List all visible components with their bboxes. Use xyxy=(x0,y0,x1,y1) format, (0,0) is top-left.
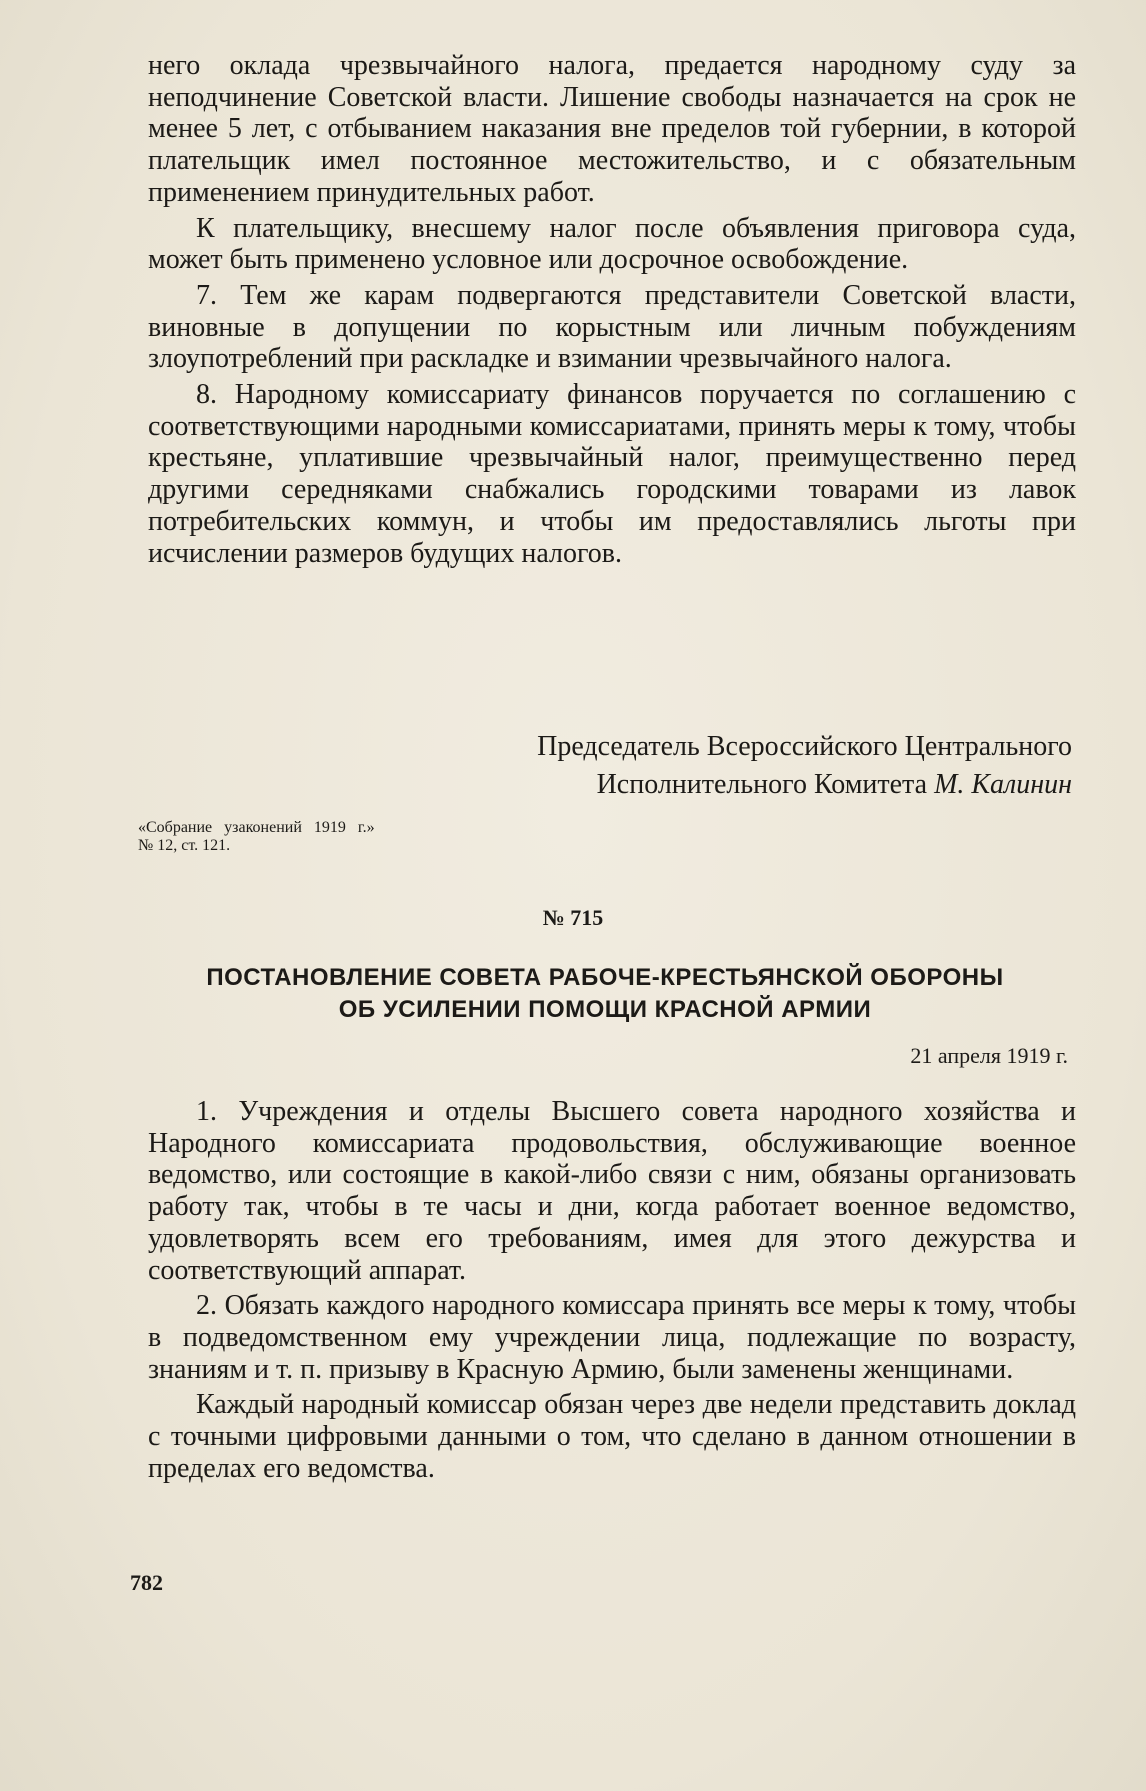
signature-name-line xyxy=(148,766,1072,804)
paragraph-item-7: 7. Тем же карам подвергаются представители Советской власти, виновные в допущении по корыстным или личным побуждениям злоупотреблений при раскладке и взимании чрезвычайного налога. xyxy=(148,279,1076,375)
paragraph-clause-2: 2. Обязать каждого народного комиссара принять все меры к тому, чтобы в подведомственном ему учреждении лица, подлежащие по возрасту, знаниям и т. п. призыву в Красную Армию, были заменены женщинами. xyxy=(148,1290,1076,1385)
document-heading xyxy=(140,962,1070,1026)
document-number: № 715 xyxy=(542,905,604,930)
document-heading-line-1: ПОСТАНОВЛЕНИЕ СОВЕТА РАБОЧЕ-КРЕСТЬЯНСКОЙ ОБОРОНЫ xyxy=(206,964,1004,991)
decree-body xyxy=(148,1096,1076,1488)
page-number: 782 xyxy=(130,1570,163,1595)
signature-title-line: Председатель Всероссийского Центрального xyxy=(537,731,1072,762)
document-heading-line-2: ОБ УСИЛЕНИИ ПОМОЩИ КРАСНОЙ АРМИИ xyxy=(338,996,872,1023)
decree-continuation xyxy=(148,50,1076,573)
paragraph-release: К плательщику, внесшему налог после объявления приговора суда, может быть применено условное или досрочное освобождение. xyxy=(148,212,1076,276)
signature-title-line-2: Исполнительного Комитета xyxy=(596,769,928,800)
paragraph-clause-1: 1. Учреждения и отделы Высшего совета народного хозяйства и Народного комиссариата продовольствия, обслуживающие военное ведомство, или состоящие в какой-либо связи с ним, обязаны организовать работу так, чтобы в те часы и дни, когда работает военное ведомство, удовлетворять всем его требованиям, имея для этого дежурства и соответствующий аппарат. xyxy=(148,1096,1076,1286)
signatory-name: М. Калинин xyxy=(934,769,1072,800)
source-citation-line-2: № 12, ст. 121. xyxy=(138,837,231,854)
document-date: 21 апреля 1919 г. xyxy=(910,1043,1068,1068)
paragraph-report: Каждый народный комиссар обязан через две недели представить доклад с точными цифровыми данными о том, что сделано в данном отношении в пределах его ведомства. xyxy=(148,1389,1076,1484)
source-citation-line-1: «Собрание узаконений 1919 г.» xyxy=(138,819,375,836)
paragraph-item-8: 8. Народному комиссариату финансов поручается по соглашению с соответствующими народными комиссариатами, принять меры к тому, чтобы крестьяне, уплатившие чрезвычайный налог, преимущественно перед другими середняками снабжались городскими товарами из лавок потребительских коммун, и чтобы им предоставлялись льготы при исчислении размеров будущих налогов. xyxy=(148,379,1076,569)
paragraph-penalty: него оклада чрезвычайного налога, предается народному суду за неподчинение Советской власти. Лишение свободы назначается на срок не менее 5 лет, с отбыванием наказания вне пределов той губернии, в которой плательщик имел постоянное местожительство, и с обязательным применением принудительных работ. xyxy=(148,50,1076,208)
source-citation xyxy=(138,819,375,855)
signature-block xyxy=(148,728,1072,804)
